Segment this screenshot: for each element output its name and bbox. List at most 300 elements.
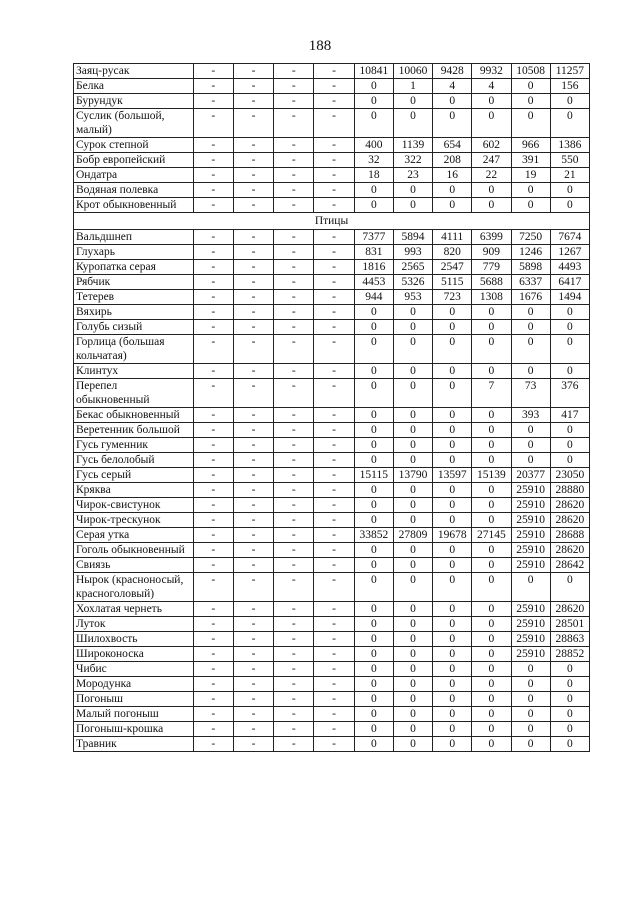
- empty-cell: -: [233, 168, 273, 183]
- value-cell: 5688: [472, 275, 511, 290]
- value-cell: 22: [472, 168, 511, 183]
- value-cell: 0: [354, 438, 393, 453]
- empty-cell: -: [233, 737, 273, 752]
- value-cell: 0: [354, 79, 393, 94]
- empty-cell: -: [233, 245, 273, 260]
- value-cell: 0: [354, 94, 393, 109]
- value-cell: 0: [354, 483, 393, 498]
- value-cell: 0: [393, 498, 432, 513]
- value-cell: 2547: [433, 260, 472, 275]
- table-row: [74, 677, 590, 692]
- table-row: [74, 198, 590, 213]
- value-cell: 0: [472, 453, 511, 468]
- value-cell: 0: [393, 183, 432, 198]
- value-cell: 0: [550, 183, 589, 198]
- empty-cell: -: [193, 647, 233, 662]
- empty-cell: -: [233, 692, 273, 707]
- value-cell: 0: [550, 364, 589, 379]
- empty-cell: -: [193, 168, 233, 183]
- value-cell: 15139: [472, 468, 511, 483]
- value-cell: 0: [433, 737, 472, 752]
- value-cell: 0: [511, 335, 550, 364]
- value-cell: 0: [472, 423, 511, 438]
- empty-cell: -: [274, 438, 314, 453]
- value-cell: 0: [472, 513, 511, 528]
- empty-cell: -: [193, 64, 233, 79]
- empty-cell: -: [314, 632, 354, 647]
- empty-cell: -: [314, 79, 354, 94]
- value-cell: 0: [393, 94, 432, 109]
- table-row: [74, 513, 590, 528]
- value-cell: 28620: [550, 602, 589, 617]
- value-cell: 0: [550, 662, 589, 677]
- empty-cell: -: [314, 438, 354, 453]
- empty-cell: -: [314, 94, 354, 109]
- empty-cell: -: [314, 109, 354, 138]
- species-name: Тетерев: [74, 290, 194, 305]
- value-cell: 0: [472, 558, 511, 573]
- empty-cell: -: [274, 364, 314, 379]
- value-cell: 0: [393, 543, 432, 558]
- value-cell: 0: [354, 707, 393, 722]
- value-cell: 0: [354, 602, 393, 617]
- value-cell: 0: [550, 305, 589, 320]
- empty-cell: -: [193, 483, 233, 498]
- species-name: Клинтух: [74, 364, 194, 379]
- value-cell: 6417: [550, 275, 589, 290]
- value-cell: 25910: [511, 543, 550, 558]
- value-cell: 0: [472, 109, 511, 138]
- value-cell: 9428: [433, 64, 472, 79]
- value-cell: 0: [354, 335, 393, 364]
- empty-cell: -: [233, 602, 273, 617]
- empty-cell: -: [314, 305, 354, 320]
- empty-cell: -: [193, 692, 233, 707]
- empty-cell: -: [274, 408, 314, 423]
- value-cell: 1246: [511, 245, 550, 260]
- empty-cell: -: [274, 305, 314, 320]
- empty-cell: -: [274, 513, 314, 528]
- value-cell: 9932: [472, 64, 511, 79]
- value-cell: 0: [433, 662, 472, 677]
- species-name: Гусь гуменник: [74, 438, 194, 453]
- value-cell: 25910: [511, 513, 550, 528]
- empty-cell: -: [193, 468, 233, 483]
- species-name: Ондатра: [74, 168, 194, 183]
- empty-cell: -: [274, 692, 314, 707]
- empty-cell: -: [233, 453, 273, 468]
- table-row: [74, 647, 590, 662]
- table-row: [74, 617, 590, 632]
- empty-cell: -: [274, 737, 314, 752]
- empty-cell: -: [314, 379, 354, 408]
- empty-cell: -: [274, 230, 314, 245]
- table-row: [74, 183, 590, 198]
- empty-cell: -: [314, 647, 354, 662]
- value-cell: 0: [511, 573, 550, 602]
- empty-cell: -: [274, 79, 314, 94]
- empty-cell: -: [233, 438, 273, 453]
- value-cell: 16: [433, 168, 472, 183]
- empty-cell: -: [314, 528, 354, 543]
- empty-cell: -: [193, 662, 233, 677]
- value-cell: 0: [472, 707, 511, 722]
- empty-cell: -: [193, 305, 233, 320]
- empty-cell: -: [193, 602, 233, 617]
- value-cell: 0: [472, 662, 511, 677]
- empty-cell: -: [233, 379, 273, 408]
- empty-cell: -: [314, 707, 354, 722]
- empty-cell: -: [193, 364, 233, 379]
- value-cell: 0: [550, 198, 589, 213]
- value-cell: 21: [550, 168, 589, 183]
- table-row: [74, 528, 590, 543]
- value-cell: 0: [511, 79, 550, 94]
- empty-cell: -: [274, 483, 314, 498]
- value-cell: 417: [550, 408, 589, 423]
- empty-cell: -: [274, 94, 314, 109]
- empty-cell: -: [314, 677, 354, 692]
- value-cell: 23050: [550, 468, 589, 483]
- value-cell: 0: [550, 737, 589, 752]
- empty-cell: -: [233, 364, 273, 379]
- value-cell: 15115: [354, 468, 393, 483]
- empty-cell: -: [314, 183, 354, 198]
- empty-cell: -: [274, 468, 314, 483]
- table-row: [74, 64, 590, 79]
- value-cell: 393: [511, 408, 550, 423]
- value-cell: 1139: [393, 138, 432, 153]
- value-cell: 0: [511, 364, 550, 379]
- value-cell: 5115: [433, 275, 472, 290]
- section-title: Птицы: [74, 213, 590, 230]
- species-name: Широконоска: [74, 647, 194, 662]
- empty-cell: -: [314, 320, 354, 335]
- table-row: [74, 662, 590, 677]
- table-row: [74, 707, 590, 722]
- value-cell: 0: [354, 737, 393, 752]
- value-cell: 0: [472, 722, 511, 737]
- value-cell: 0: [472, 94, 511, 109]
- table-row: [74, 168, 590, 183]
- empty-cell: -: [193, 498, 233, 513]
- value-cell: 2565: [393, 260, 432, 275]
- value-cell: 0: [511, 662, 550, 677]
- table-row: [74, 468, 590, 483]
- species-name: Гусь белолобый: [74, 453, 194, 468]
- value-cell: 32: [354, 153, 393, 168]
- value-cell: 966: [511, 138, 550, 153]
- value-cell: 0: [393, 707, 432, 722]
- value-cell: 0: [354, 305, 393, 320]
- value-cell: 0: [433, 602, 472, 617]
- value-cell: 11257: [550, 64, 589, 79]
- empty-cell: -: [193, 335, 233, 364]
- value-cell: 0: [433, 335, 472, 364]
- value-cell: 0: [550, 677, 589, 692]
- value-cell: 0: [354, 677, 393, 692]
- value-cell: 13597: [433, 468, 472, 483]
- species-name: Водяная полевка: [74, 183, 194, 198]
- table-row: [74, 453, 590, 468]
- species-name: Чирок-свистунок: [74, 498, 194, 513]
- species-name: Чибис: [74, 662, 194, 677]
- value-cell: 0: [433, 94, 472, 109]
- table-body: [74, 64, 590, 752]
- table-row: [74, 438, 590, 453]
- empty-cell: -: [233, 543, 273, 558]
- species-name: Свиязь: [74, 558, 194, 573]
- empty-cell: -: [193, 79, 233, 94]
- empty-cell: -: [274, 168, 314, 183]
- empty-cell: -: [233, 558, 273, 573]
- value-cell: 18: [354, 168, 393, 183]
- empty-cell: -: [233, 573, 273, 602]
- value-cell: 0: [354, 513, 393, 528]
- empty-cell: -: [314, 335, 354, 364]
- empty-cell: -: [274, 320, 314, 335]
- empty-cell: -: [274, 453, 314, 468]
- empty-cell: -: [193, 573, 233, 602]
- value-cell: 0: [472, 408, 511, 423]
- empty-cell: -: [233, 138, 273, 153]
- value-cell: 0: [433, 617, 472, 632]
- empty-cell: -: [314, 737, 354, 752]
- value-cell: 0: [511, 198, 550, 213]
- value-cell: 0: [511, 438, 550, 453]
- value-cell: 0: [433, 647, 472, 662]
- value-cell: 0: [472, 438, 511, 453]
- species-name: Бекас обыкновенный: [74, 408, 194, 423]
- value-cell: 0: [433, 453, 472, 468]
- value-cell: 0: [433, 305, 472, 320]
- table-row: [74, 483, 590, 498]
- section-row: [74, 213, 590, 230]
- empty-cell: -: [193, 183, 233, 198]
- empty-cell: -: [233, 290, 273, 305]
- value-cell: 0: [433, 692, 472, 707]
- table-row: [74, 737, 590, 752]
- empty-cell: -: [274, 677, 314, 692]
- empty-cell: -: [193, 677, 233, 692]
- empty-cell: -: [314, 290, 354, 305]
- value-cell: 0: [393, 438, 432, 453]
- value-cell: 23: [393, 168, 432, 183]
- value-cell: 28863: [550, 632, 589, 647]
- table-row: [74, 230, 590, 245]
- empty-cell: -: [274, 573, 314, 602]
- value-cell: 7: [472, 379, 511, 408]
- value-cell: 4493: [550, 260, 589, 275]
- empty-cell: -: [274, 153, 314, 168]
- empty-cell: -: [274, 707, 314, 722]
- empty-cell: -: [193, 617, 233, 632]
- species-name: Хохлатая чернеть: [74, 602, 194, 617]
- empty-cell: -: [314, 692, 354, 707]
- empty-cell: -: [274, 528, 314, 543]
- table-row: [74, 573, 590, 602]
- value-cell: 0: [354, 379, 393, 408]
- value-cell: 0: [472, 617, 511, 632]
- value-cell: 0: [354, 543, 393, 558]
- value-cell: 0: [511, 305, 550, 320]
- empty-cell: -: [314, 260, 354, 275]
- species-name: Бурундук: [74, 94, 194, 109]
- species-name: Погоныш-крошка: [74, 722, 194, 737]
- value-cell: 5898: [511, 260, 550, 275]
- value-cell: 5326: [393, 275, 432, 290]
- value-cell: 73: [511, 379, 550, 408]
- value-cell: 1816: [354, 260, 393, 275]
- value-cell: 0: [511, 183, 550, 198]
- species-name: Нырок (красноносый, красноголовый): [74, 573, 194, 602]
- species-name: Гоголь обыкновенный: [74, 543, 194, 558]
- empty-cell: -: [274, 632, 314, 647]
- value-cell: 0: [433, 109, 472, 138]
- value-cell: 0: [354, 662, 393, 677]
- empty-cell: -: [193, 230, 233, 245]
- empty-cell: -: [314, 138, 354, 153]
- table-row: [74, 275, 590, 290]
- empty-cell: -: [274, 64, 314, 79]
- value-cell: 0: [472, 364, 511, 379]
- value-cell: 0: [393, 483, 432, 498]
- value-cell: 0: [511, 453, 550, 468]
- empty-cell: -: [233, 722, 273, 737]
- empty-cell: -: [314, 498, 354, 513]
- value-cell: 4111: [433, 230, 472, 245]
- value-cell: 0: [472, 573, 511, 602]
- value-cell: 0: [433, 677, 472, 692]
- empty-cell: -: [314, 245, 354, 260]
- value-cell: 7250: [511, 230, 550, 245]
- value-cell: 391: [511, 153, 550, 168]
- empty-cell: -: [274, 379, 314, 408]
- value-cell: 0: [511, 722, 550, 737]
- species-name: Серая утка: [74, 528, 194, 543]
- empty-cell: -: [233, 662, 273, 677]
- empty-cell: -: [193, 453, 233, 468]
- empty-cell: -: [314, 468, 354, 483]
- value-cell: 322: [393, 153, 432, 168]
- value-cell: 33852: [354, 528, 393, 543]
- empty-cell: -: [314, 364, 354, 379]
- value-cell: 0: [433, 632, 472, 647]
- empty-cell: -: [233, 230, 273, 245]
- species-name: Мородунка: [74, 677, 194, 692]
- value-cell: 0: [433, 573, 472, 602]
- value-cell: 25910: [511, 617, 550, 632]
- empty-cell: -: [193, 94, 233, 109]
- value-cell: 0: [433, 408, 472, 423]
- value-cell: 0: [472, 305, 511, 320]
- value-cell: 0: [472, 647, 511, 662]
- empty-cell: -: [314, 408, 354, 423]
- value-cell: 0: [550, 438, 589, 453]
- empty-cell: -: [233, 483, 273, 498]
- value-cell: 0: [393, 320, 432, 335]
- empty-cell: -: [233, 275, 273, 290]
- hunting-resources-table: [73, 63, 590, 752]
- empty-cell: -: [274, 498, 314, 513]
- value-cell: 602: [472, 138, 511, 153]
- value-cell: 0: [433, 513, 472, 528]
- empty-cell: -: [314, 558, 354, 573]
- empty-cell: -: [193, 737, 233, 752]
- empty-cell: -: [314, 722, 354, 737]
- species-name: Глухарь: [74, 245, 194, 260]
- value-cell: 0: [393, 692, 432, 707]
- value-cell: 0: [393, 632, 432, 647]
- value-cell: 7674: [550, 230, 589, 245]
- empty-cell: -: [274, 138, 314, 153]
- empty-cell: -: [233, 617, 273, 632]
- table-row: [74, 602, 590, 617]
- value-cell: 0: [433, 183, 472, 198]
- empty-cell: -: [314, 153, 354, 168]
- empty-cell: -: [314, 275, 354, 290]
- species-name: Суслик (большой, малый): [74, 109, 194, 138]
- species-name: Малый погоныш: [74, 707, 194, 722]
- empty-cell: -: [274, 558, 314, 573]
- value-cell: 0: [393, 379, 432, 408]
- table-row: [74, 305, 590, 320]
- empty-cell: -: [274, 198, 314, 213]
- empty-cell: -: [233, 677, 273, 692]
- table-row: [74, 423, 590, 438]
- empty-cell: -: [274, 543, 314, 558]
- value-cell: 1494: [550, 290, 589, 305]
- value-cell: 0: [550, 109, 589, 138]
- species-name: Гусь серый: [74, 468, 194, 483]
- empty-cell: -: [193, 513, 233, 528]
- empty-cell: -: [274, 335, 314, 364]
- page-number: 188: [308, 38, 332, 54]
- value-cell: 0: [393, 677, 432, 692]
- empty-cell: -: [233, 109, 273, 138]
- value-cell: 0: [354, 183, 393, 198]
- value-cell: 0: [550, 423, 589, 438]
- empty-cell: -: [233, 305, 273, 320]
- species-name: Травник: [74, 737, 194, 752]
- value-cell: 0: [393, 423, 432, 438]
- value-cell: 0: [433, 558, 472, 573]
- value-cell: 0: [433, 543, 472, 558]
- species-name: Луток: [74, 617, 194, 632]
- value-cell: 25910: [511, 498, 550, 513]
- empty-cell: -: [233, 647, 273, 662]
- value-cell: 0: [433, 379, 472, 408]
- value-cell: 0: [550, 722, 589, 737]
- empty-cell: -: [314, 483, 354, 498]
- empty-cell: -: [193, 198, 233, 213]
- empty-cell: -: [193, 707, 233, 722]
- empty-cell: -: [193, 290, 233, 305]
- value-cell: 779: [472, 260, 511, 275]
- value-cell: 0: [393, 647, 432, 662]
- value-cell: 0: [511, 737, 550, 752]
- empty-cell: -: [314, 602, 354, 617]
- value-cell: 0: [393, 305, 432, 320]
- table-row: [74, 408, 590, 423]
- value-cell: 1308: [472, 290, 511, 305]
- value-cell: 0: [393, 408, 432, 423]
- value-cell: 0: [550, 692, 589, 707]
- value-cell: 0: [550, 453, 589, 468]
- value-cell: 0: [511, 677, 550, 692]
- empty-cell: -: [274, 662, 314, 677]
- table-row: [74, 335, 590, 364]
